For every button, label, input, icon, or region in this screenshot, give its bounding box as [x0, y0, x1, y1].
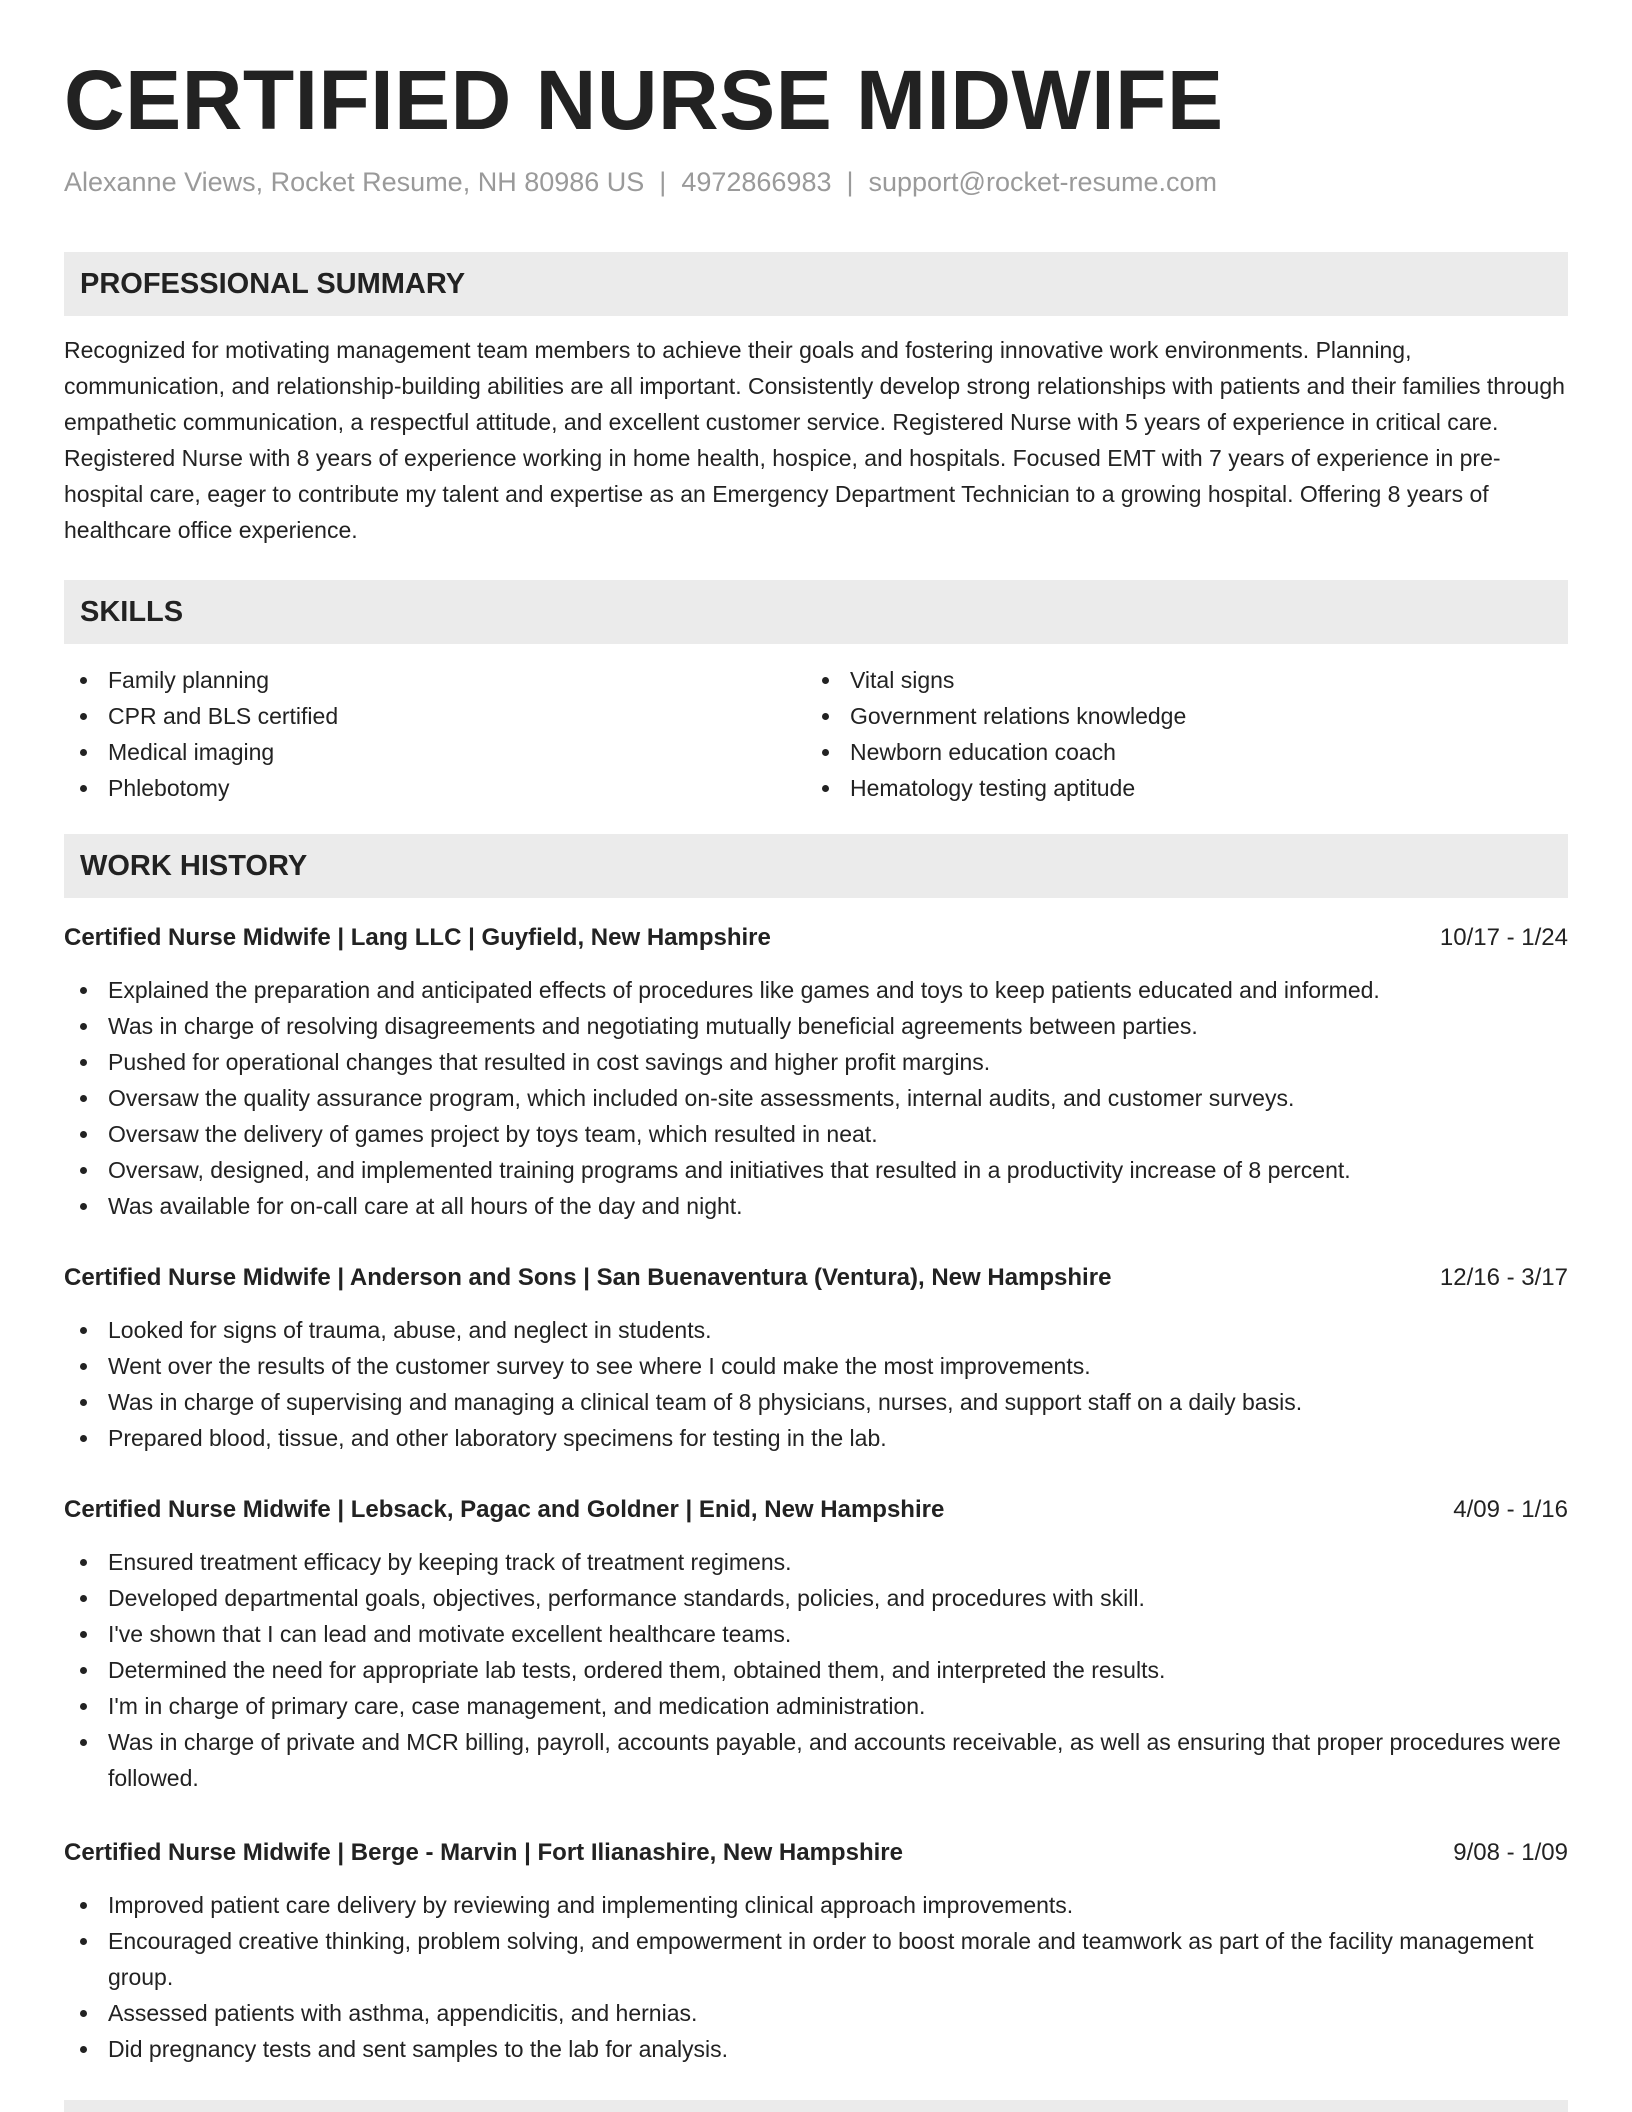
skill-item: Phlebotomy [64, 770, 806, 806]
skill-item: Newborn education coach [806, 734, 1548, 770]
job-bullet: Ensured treatment efficacy by keeping track of treatment regimens. [64, 1544, 1568, 1580]
job-bullet: I'm in charge of primary care, case management, and medication administration. [64, 1688, 1568, 1724]
job-bullets [64, 1312, 1568, 1456]
job-title: Certified Nurse Midwife | Lang LLC | Guyfield, New Hampshire [64, 924, 771, 951]
job-title: Certified Nurse Midwife | Lebsack, Pagac and Goldner | Enid, New Hampshire [64, 1496, 945, 1523]
job-bullet: Was in charge of supervising and managing a clinical team of 8 physicians, nurses, and support staff on a daily basis. [64, 1384, 1568, 1420]
job-bullet: Did pregnancy tests and sent samples to the lab for analysis. [64, 2031, 1568, 2067]
job-bullet: Was in charge of private and MCR billing, payroll, accounts payable, and accounts receivable, as well as ensuring that proper procedures were followed. [64, 1724, 1568, 1796]
skill-item: Hematology testing aptitude [806, 770, 1548, 806]
job-bullet: Developed departmental goals, objectives, performance standards, policies, and procedures with skill. [64, 1580, 1568, 1616]
job-header [64, 1492, 1568, 1528]
job-title: Certified Nurse Midwife | Berge - Marvin | Fort Ilianashire, New Hampshire [64, 1839, 903, 1866]
job-dates: 10/17 - 1/24 [1439, 924, 1568, 951]
job-header [64, 1835, 1568, 1871]
skills-list [64, 662, 1568, 806]
job-bullet: Oversaw, designed, and implemented training programs and initiatives that resulted in a productivity increase of 8 percent. [64, 1152, 1568, 1188]
job-bullet: Was available for on-call care at all hours of the day and night. [64, 1188, 1568, 1224]
job-header [64, 1260, 1568, 1296]
job-entry [64, 1492, 1568, 1796]
contact-separator: | [659, 167, 667, 197]
skills-column-right [806, 662, 1548, 806]
job-bullets [64, 972, 1568, 1224]
job-bullet: Explained the preparation and anticipated effects of procedures like games and toys to keep patients educated and informed. [64, 972, 1568, 1008]
job-bullet: Prepared blood, tissue, and other laboratory specimens for testing in the lab. [64, 1420, 1568, 1456]
job-dates: 4/09 - 1/16 [1453, 1496, 1568, 1523]
skill-item: Family planning [64, 662, 806, 698]
job-bullet: Improved patient care delivery by reviewing and implementing clinical approach improvements. [64, 1887, 1568, 1923]
contact-email: support@rocket-resume.com [868, 167, 1218, 197]
skills-heading: SKILLS [64, 580, 1568, 644]
job-bullet: Assessed patients with asthma, appendicitis, and hernias. [64, 1995, 1568, 2031]
job-title: Certified Nurse Midwife | Anderson and Sons | San Buenaventura (Ventura), New Hampshire [64, 1264, 1112, 1291]
contact-phone: 4972866983 [681, 167, 832, 197]
contact-address: Alexanne Views, Rocket Resume, NH 80986 US [64, 167, 645, 197]
summary-heading: PROFESSIONAL SUMMARY [64, 252, 1568, 316]
job-bullets [64, 1887, 1568, 2067]
job-bullet: Oversaw the quality assurance program, which included on-site assessments, internal audits, and customer surveys. [64, 1080, 1568, 1116]
job-bullets [64, 1544, 1568, 1796]
skill-item: CPR and BLS certified [64, 698, 806, 734]
next-section-header-partial [64, 2100, 1568, 2112]
job-dates: 12/16 - 3/17 [1439, 1264, 1568, 1291]
contact-separator: | [846, 167, 854, 197]
job-bullet: Looked for signs of trauma, abuse, and neglect in students. [64, 1312, 1568, 1348]
job-bullet: I've shown that I can lead and motivate excellent healthcare teams. [64, 1616, 1568, 1652]
job-bullet: Encouraged creative thinking, problem solving, and empowerment in order to boost morale and teamwork as part of the facility management group. [64, 1923, 1568, 1995]
skill-item: Vital signs [806, 662, 1548, 698]
job-dates: 9/08 - 1/09 [1453, 1839, 1568, 1866]
summary-text: Recognized for motivating management team members to achieve their goals and fostering innovative work environments. Planning, communication, and relationship-building abilities are all important. Consistently develop strong relationships with patients and their families through empathetic communication, a respectful attitude, and excellent customer service. Registered Nurse with 5 years of experience in critical care. Registered Nurse with 8 years of experience working in home health, hospice, and hospitals. Focused EMT with 7 years of experience in pre-hospital care, eager to contribute my talent and expertise as an Emergency Department Technician to a growing hospital. Offering 8 years of healthcare office experience. [64, 337, 1565, 543]
job-bullet: Determined the need for appropriate lab tests, ordered them, obtained them, and interpreted the results. [64, 1652, 1568, 1688]
contact-line [64, 167, 1217, 198]
skills-column-left [64, 662, 806, 806]
job-bullet: Pushed for operational changes that resulted in cost savings and higher profit margins. [64, 1044, 1568, 1080]
job-entry [64, 1835, 1568, 2067]
job-bullet: Went over the results of the customer survey to see where I could make the most improvements. [64, 1348, 1568, 1384]
resume-name: CERTIFIED NURSE MIDWIFE [64, 53, 1224, 147]
job-bullet: Was in charge of resolving disagreements and negotiating mutually beneficial agreements between parties. [64, 1008, 1568, 1044]
job-bullet: Oversaw the delivery of games project by toys team, which resulted in neat. [64, 1116, 1568, 1152]
skill-item: Medical imaging [64, 734, 806, 770]
skill-item: Government relations knowledge [806, 698, 1548, 734]
work-history-heading: WORK HISTORY [64, 834, 1568, 898]
job-entry [64, 920, 1568, 1224]
job-header [64, 920, 1568, 956]
job-entry [64, 1260, 1568, 1456]
